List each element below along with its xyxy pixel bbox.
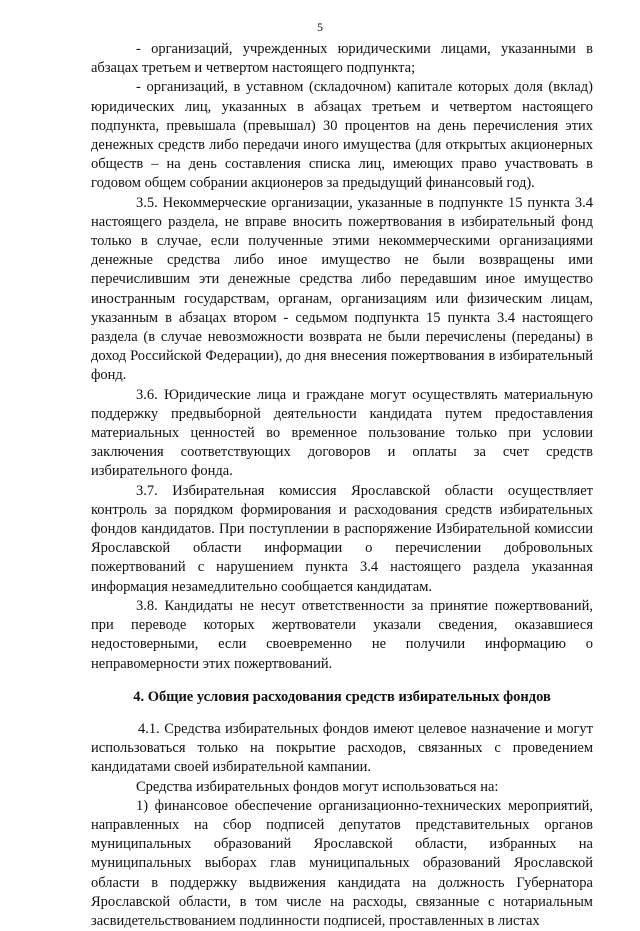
- page-number: 5: [317, 20, 323, 34]
- paragraph-3-8: 3.8. Кандидаты не несут ответственности за принятие пожертвований, при переводе которых жертвователи указали сведения, оказавшиеся недостоверными, если своевременно не получили информацию о неправомерности этих пожертвований.: [91, 597, 593, 672]
- paragraph-list-item: - организаций, учрежденных юридическими лицами, указанными в абзацах третьем и четвертом настоящего подпункта;: [91, 41, 593, 77]
- paragraph-3-5: 3.5. Некоммерческие организации, указанные в подпункте 15 пункта 3.4 настоящего раздела, не вправе вносить пожертвования в избирательный фонд только в случае, если полученные этими некоммерческими организациями денежные средства либо иное имущество не были возвращены ими перечислившим эти денежные средства либо передавшим иное имущество иностранным государствам, органам, организациям или физическим лицам, указанным в абзацах втором - седьмом подпункта 15 пункта 3.4 настоящего раздела (в случае невозможности возврата не были перечислены (переданы) в доход Российской Федерации), до дня внесения пожертвования в избирательный фонд.: [91, 194, 593, 384]
- paragraph-usage-item-1: 1) финансовое обеспечение организационно-технических мероприятий, направленных на сбор подписей депутатов представительных органов муниципальных образований Ярославской области, избранных на муниципальных выборах глав муниципальных образований Ярославской области в поддержку выдвижения кандидата на должность Губернатора Ярославской области, в том числе на расходы, связанные с нотариальным засвидетельствованием подлинности подписей, проставленных в листах: [91, 797, 593, 929]
- paragraph-list-item: - организаций, в уставном (складочном) капитале которых доля (вклад) юридических лиц, указанных в абзацах третьем и четвертом настоящего подпункта, превышала (превышал) 30 процентов на день перечисления этих денежных средств либо передачи иного имущества (для открытых акционерных обществ – на день составления списка лиц, имеющих право участвовать в годовом общем собрании акционеров за предыдущий финансовый год).: [91, 79, 593, 192]
- section-heading: 4. Общие условия расходования средств избирательных фондов: [133, 688, 551, 705]
- document-body: [91, 40, 593, 931]
- paragraph-3-7: 3.7. Избирательная комиссия Ярославской области осуществляет контроль за порядком формирования и расходования средств избирательных фондов кандидатов. При поступлении в распоряжение Избирательной комиссии Ярославской области информации о перечислении добровольных пожертвований с нарушением пункта 3.4 настоящего раздела указанная информация незамедлительно сообщается кандидатам.: [91, 482, 593, 595]
- paragraph-4-1: 4.1. Средства избирательных фондов имеют целевое назначение и могут использоваться только на покрытие расходов, связанных с проведением кандидатами своей избирательной кампании.: [91, 720, 593, 776]
- paragraph-usage-intro: Средства избирательных фондов могут использоваться на:: [136, 778, 499, 795]
- paragraph-3-6: 3.6. Юридические лица и граждане могут осуществлять материальную поддержку предвыборной деятельности кандидата путем предоставления материальных ценностей во временное пользование только при условии заключения соответствующих договоров и оплаты за счет средств избирательного фонда.: [91, 386, 593, 480]
